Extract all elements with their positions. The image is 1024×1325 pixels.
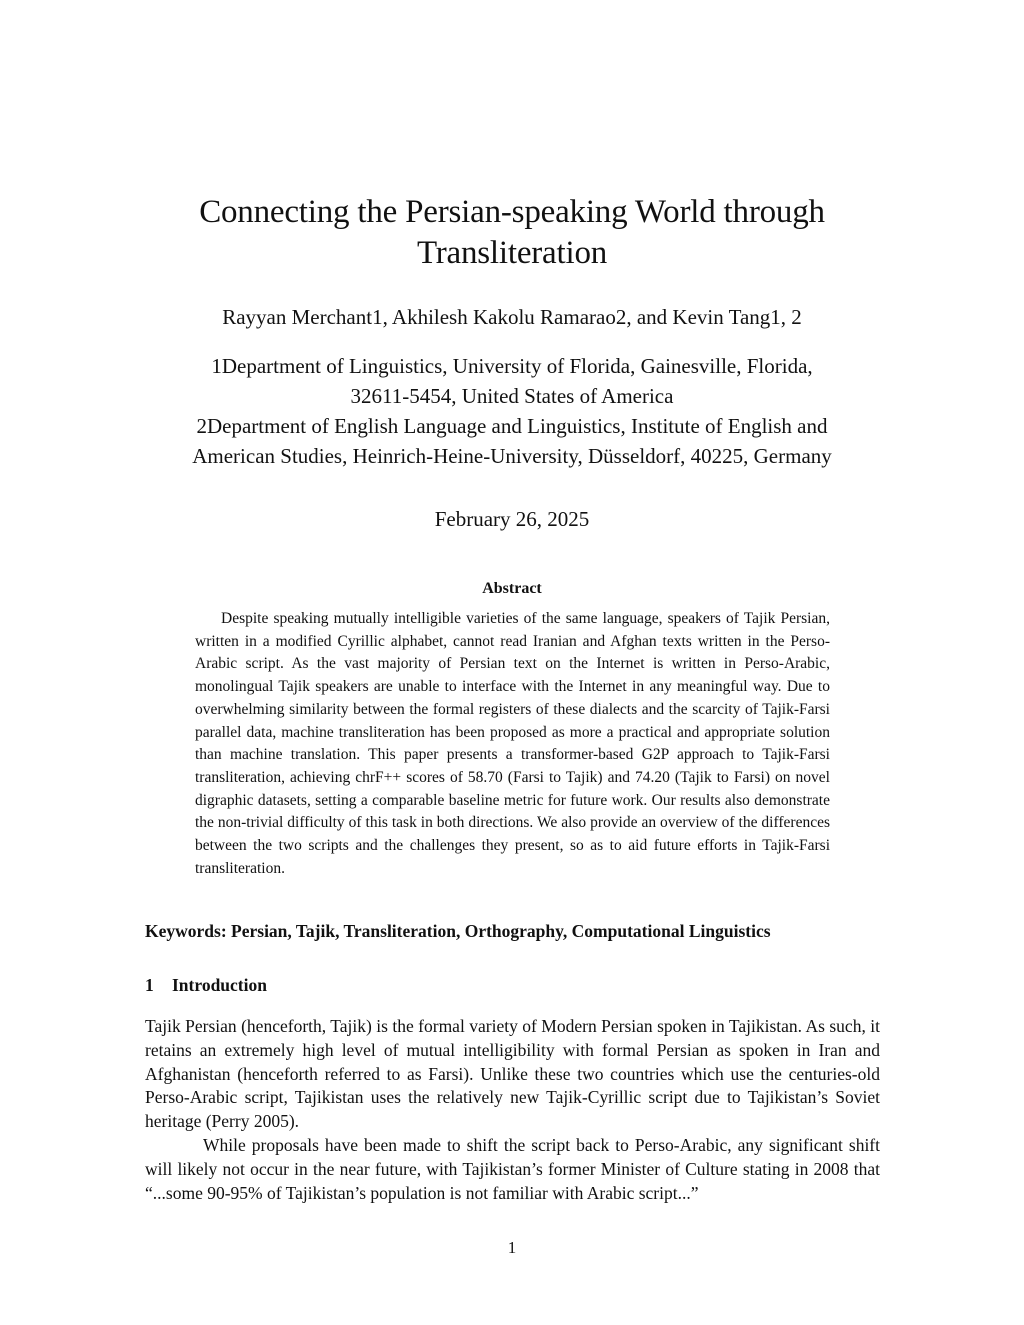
intro-paragraph-2: While proposals have been made to shift the script back to Perso-Arabic, any significant shift will likely not occur in the near future, with Tajikistan’s former Minister of Culture stating in 2008 that “...some 90-95% of Tajikistan’s population is not familiar with Arabic script...” [145,1134,880,1203]
abstract-heading: Abstract [482,580,542,597]
section-heading-introduction [145,972,267,998]
abstract-text: Despite speaking mutually intelligible varieties of the same language, speakers of Tajik Persian, written in a modified Cyrillic alphabet, cannot read Iranian and Afghan texts written in the Perso-Arabic script. As the vast majority of Persian text on the Internet is written in Perso-Arabic, monolingual Tajik speakers are unable to interface with the Internet in any meaningful way. Due to overwhelming similarity between the formal registers of these dialects and the scarcity of Tajik-Farsi parallel data, machine transliteration has been proposed as more a practical and appropriate solution than machine translation. This paper presents a transformer-based G2P approach to Tajik-Farsi transliteration, achieving chrF++ scores of 58.70 (Farsi to Tajik) and 74.20 (Tajik to Farsi) on novel digraphic datasets, setting a comparable baseline metric for future work. Our results also demonstrate the non-trivial difficulty of this task in both directions. We also provide an overview of the differences between the two scripts and the challenges they present, so as to aid future efforts in Tajik-Farsi transliteration. [195,610,830,877]
affiliation-line: American Studies, Heinrich-Heine-University, Düsseldorf, 40225, Germany [192,444,832,468]
affiliations [112,351,912,471]
keywords-line: Keywords: Persian, Tajik, Transliteration, Orthography, Computational Linguistics [145,921,771,941]
section-title: Introduction [172,975,267,995]
affiliation-line: 2Department of English Language and Linguistics, Institute of English and [196,414,828,438]
paper-title-line-2: Transliteration [416,235,608,271]
paper-title [112,192,912,274]
introduction-body [145,1015,880,1205]
affiliation-line: 1Department of Linguistics, University of Florida, Gainesville, Florida, [211,354,813,378]
section-number: 1 [145,975,154,995]
page-number: 1 [507,1238,517,1257]
affiliation-line: 32611-5454, United States of America [350,384,674,408]
intro-paragraph-1: Tajik Persian (henceforth, Tajik) is the formal variety of Modern Persian spoken in Tajikistan. As such, it retains an extremely high level of mutual intelligibility with formal Persian as spoken in Iran and Afghanistan (henceforth referred to as Farsi). Unlike these two countries which use the centuries-old Perso-Arabic script, Tajikistan uses the relatively new Tajik-Cyrillic script due to Tajikistan’s Soviet heritage (Perry 2005). [145,1016,880,1132]
paper-title-line-1: Connecting the Persian-speaking World through [199,194,825,230]
publication-date: February 26, 2025 [434,507,590,531]
author-list: Rayyan Merchant1, Akhilesh Kakolu Ramarao2, and Kevin Tang1, 2 [222,305,802,329]
